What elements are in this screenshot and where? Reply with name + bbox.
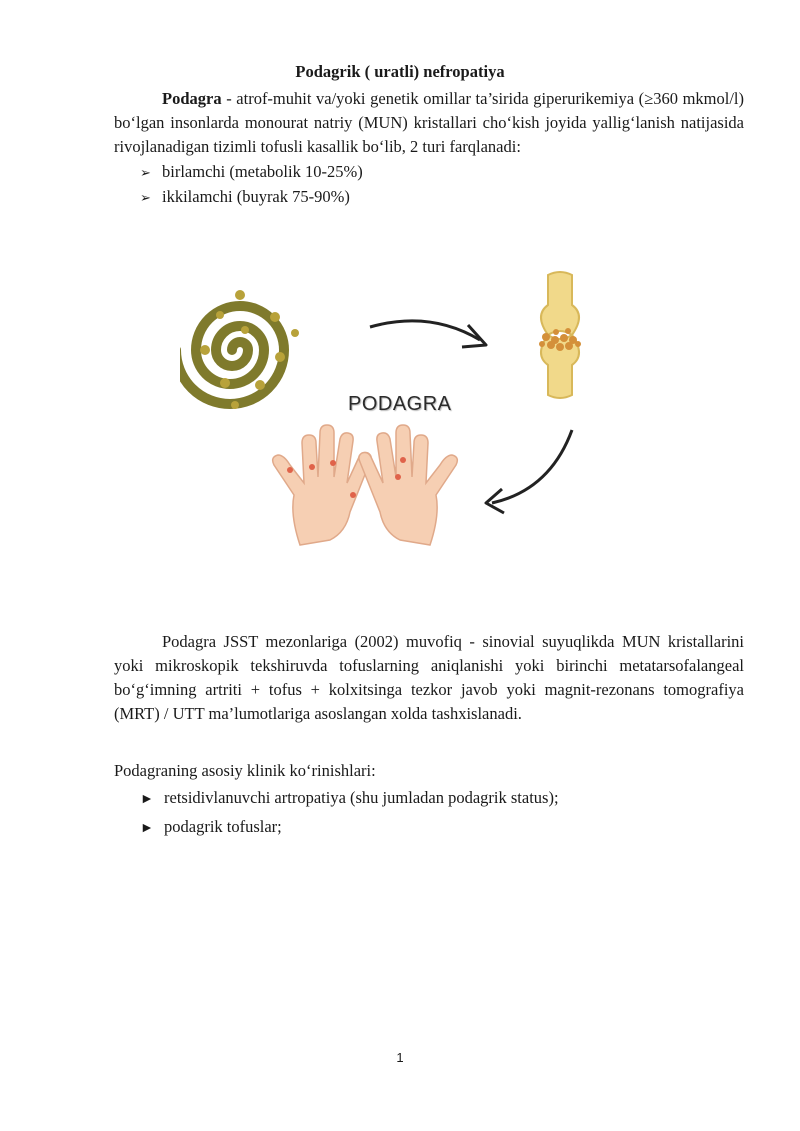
urate-spiral-icon xyxy=(180,290,299,409)
diagnosis-paragraph: Podagra JSST mezonlariga (2002) muvofiq - sinovial suyuqlikda MUN kristallarini yoki mikroskopik tekshiruvda tofuslarning aniqlanishi yoki birinchi metatarsofalangeal bo‘g‘imning artriti + tofus + kolxitsinga tezkor javob yoki magnit-rezonans tomografiya (MRT) / UTT ma’lumotlariga asoslangan xolda tashxislanadi. xyxy=(114,632,744,723)
list-item-text: retsidivlanuvchi artropatiya (shu jumladan podagrik status); xyxy=(164,788,559,807)
curved-arrow-right-icon xyxy=(370,321,486,347)
list-item xyxy=(140,185,363,210)
left-hand-icon xyxy=(273,425,371,545)
triangle-bullet-icon: ► xyxy=(140,792,154,807)
right-hand-icon xyxy=(359,425,457,545)
manifestations-heading: Podagraning asosiy klinik ko‘rinishlari: xyxy=(114,761,376,780)
gout-types-list xyxy=(140,160,363,210)
intro-lead-term: Podagra xyxy=(162,89,222,108)
list-item xyxy=(140,813,559,842)
list-item-text: birlamchi (metabolik 10-25%) xyxy=(162,162,363,181)
arrow-bullet-icon: ➢ xyxy=(140,190,151,205)
figure-label: PODAGRA xyxy=(348,393,452,415)
manifestations-list xyxy=(140,784,559,842)
list-item-text: ikkilamchi (buyrak 75-90%) xyxy=(162,187,350,206)
list-item xyxy=(140,160,363,185)
joint-icon xyxy=(539,272,581,398)
page-number: 1 xyxy=(396,1050,404,1065)
list-item-text: podagrik tofuslar; xyxy=(164,817,282,836)
arrow-bullet-icon: ➢ xyxy=(140,165,151,180)
gout-illustration xyxy=(180,245,690,595)
curved-arrow-down-left-icon xyxy=(486,430,572,513)
document-title: Podagrik ( uratli) nefropatiya xyxy=(295,62,505,81)
triangle-bullet-icon: ► xyxy=(140,821,154,836)
intro-text: - atrof-muhit va/yoki genetik omillar ta’sirida giperurikemiya (≥360 mkmol/l) bo‘lgan insonlarda monourat natriy (MUN) kristallari cho‘kish joyida yallig‘lanish natijasida rivojlanadigan tizimli tofusli kasallik bo‘lib, 2 turi farqlanadi: xyxy=(114,89,744,156)
list-item xyxy=(140,784,559,813)
intro-paragraph xyxy=(114,87,744,159)
